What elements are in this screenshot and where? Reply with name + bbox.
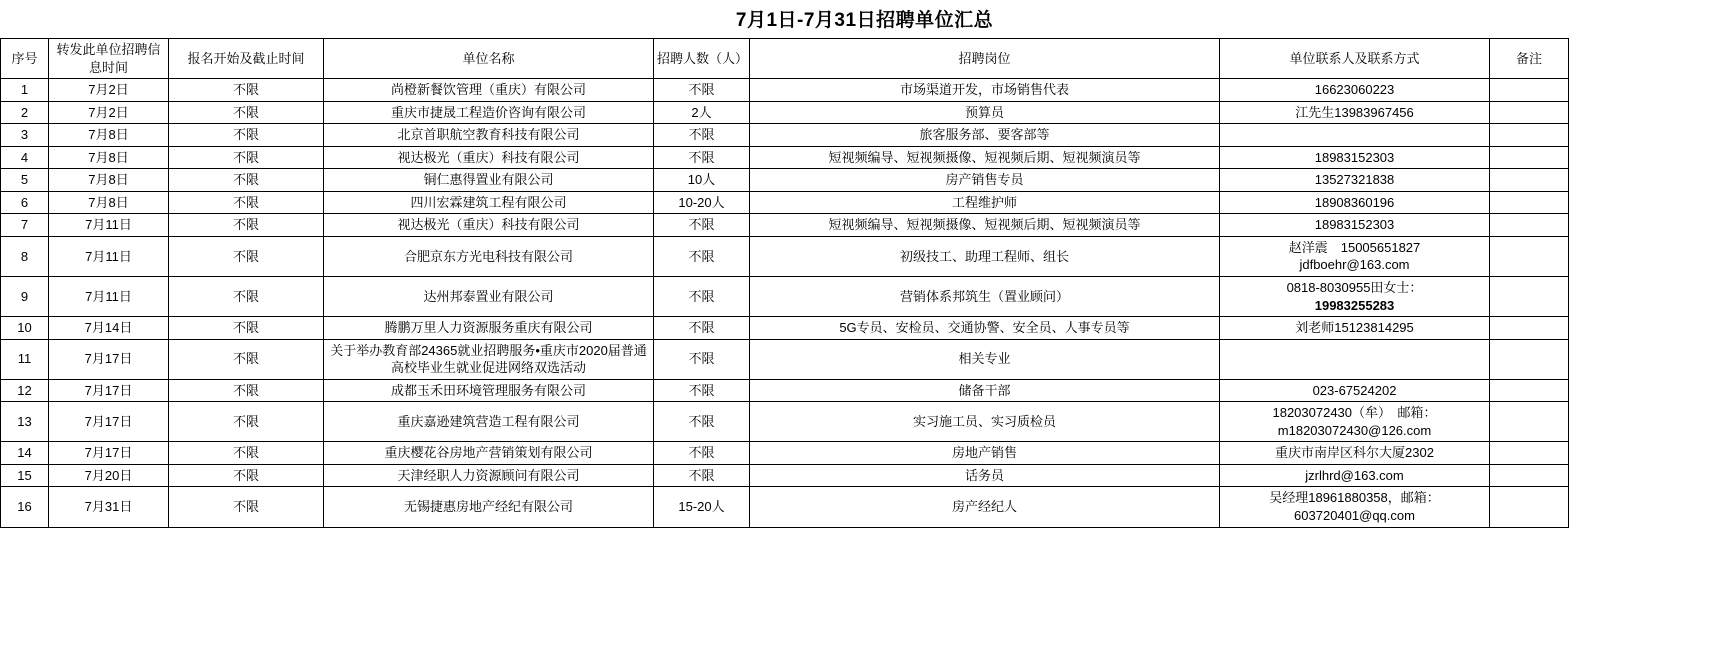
table-row <box>1 402 1569 442</box>
cell-forward-date: 7月11日 <box>49 236 169 276</box>
cell-headcount: 不限 <box>654 402 750 442</box>
cell-headcount: 不限 <box>654 214 750 237</box>
cell-company: 重庆嘉逊建筑营造工程有限公司 <box>324 402 654 442</box>
table-header <box>1 39 1569 79</box>
cell-headcount: 不限 <box>654 79 750 102</box>
cell-no: 4 <box>1 146 49 169</box>
table-row <box>1 442 1569 465</box>
cell-remark <box>1490 236 1569 276</box>
column-header-remark: 备注 <box>1490 39 1569 79</box>
cell-signup-period: 不限 <box>169 214 324 237</box>
cell-forward-date: 7月2日 <box>49 79 169 102</box>
cell-remark <box>1490 442 1569 465</box>
table-row <box>1 169 1569 192</box>
cell-remark <box>1490 277 1569 317</box>
cell-contact: 023-67524202 <box>1220 379 1490 402</box>
table-row <box>1 124 1569 147</box>
cell-headcount: 不限 <box>654 317 750 340</box>
cell-signup-period: 不限 <box>169 236 324 276</box>
cell-remark <box>1490 79 1569 102</box>
cell-positions: 相关专业 <box>750 339 1220 379</box>
cell-headcount: 不限 <box>654 442 750 465</box>
cell-forward-date: 7月20日 <box>49 464 169 487</box>
cell-contact: 刘老师15123814295 <box>1220 317 1490 340</box>
cell-forward-date: 7月8日 <box>49 124 169 147</box>
cell-company: 合肥京东方光电科技有限公司 <box>324 236 654 276</box>
table-row <box>1 236 1569 276</box>
cell-signup-period: 不限 <box>169 191 324 214</box>
cell-remark <box>1490 214 1569 237</box>
cell-no: 11 <box>1 339 49 379</box>
cell-forward-date: 7月17日 <box>49 402 169 442</box>
cell-forward-date: 7月17日 <box>49 442 169 465</box>
cell-forward-date: 7月11日 <box>49 214 169 237</box>
cell-signup-period: 不限 <box>169 277 324 317</box>
cell-no: 6 <box>1 191 49 214</box>
cell-company: 重庆市捷晟工程造价咨询有限公司 <box>324 101 654 124</box>
cell-no: 16 <box>1 487 49 527</box>
cell-company: 尚橙新餐饮管理（重庆）有限公司 <box>324 79 654 102</box>
cell-no: 10 <box>1 317 49 340</box>
cell-headcount: 15-20人 <box>654 487 750 527</box>
cell-headcount: 10-20人 <box>654 191 750 214</box>
cell-headcount: 不限 <box>654 339 750 379</box>
cell-signup-period: 不限 <box>169 402 324 442</box>
cell-positions: 房地产销售 <box>750 442 1220 465</box>
cell-headcount: 10人 <box>654 169 750 192</box>
page-title: 7月1日-7月31日招聘单位汇总 <box>735 10 994 31</box>
cell-company: 重庆樱花谷房地产营销策划有限公司 <box>324 442 654 465</box>
table-row <box>1 79 1569 102</box>
cell-forward-date: 7月17日 <box>49 379 169 402</box>
cell-no: 2 <box>1 101 49 124</box>
cell-company: 视达极光（重庆）科技有限公司 <box>324 214 654 237</box>
cell-headcount: 不限 <box>654 236 750 276</box>
cell-remark <box>1490 379 1569 402</box>
cell-remark <box>1490 169 1569 192</box>
column-header-no: 序号 <box>1 39 49 79</box>
cell-company: 腾鹏万里人力资源服务重庆有限公司 <box>324 317 654 340</box>
cell-headcount: 2人 <box>654 101 750 124</box>
cell-no: 9 <box>1 277 49 317</box>
cell-contact: 18908360196 <box>1220 191 1490 214</box>
cell-forward-date: 7月8日 <box>49 146 169 169</box>
cell-remark <box>1490 191 1569 214</box>
cell-no: 13 <box>1 402 49 442</box>
cell-positions: 预算员 <box>750 101 1220 124</box>
cell-company: 达州邦泰置业有限公司 <box>324 277 654 317</box>
cell-contact: 16623060223 <box>1220 79 1490 102</box>
cell-contact: jzrlhrd@163.com <box>1220 464 1490 487</box>
cell-signup-period: 不限 <box>169 464 324 487</box>
cell-no: 12 <box>1 379 49 402</box>
cell-no: 3 <box>1 124 49 147</box>
cell-headcount: 不限 <box>654 379 750 402</box>
cell-signup-period: 不限 <box>169 101 324 124</box>
cell-company: 天津经职人力资源顾问有限公司 <box>324 464 654 487</box>
cell-signup-period: 不限 <box>169 146 324 169</box>
cell-forward-date: 7月14日 <box>49 317 169 340</box>
cell-signup-period: 不限 <box>169 317 324 340</box>
cell-contact: 吴经理18961880358，邮箱： 603720401@qq.com <box>1220 487 1490 527</box>
cell-no: 8 <box>1 236 49 276</box>
cell-contact: 18983152303 <box>1220 214 1490 237</box>
cell-contact: 18983152303 <box>1220 146 1490 169</box>
cell-positions: 话务员 <box>750 464 1220 487</box>
cell-positions: 短视频编导、短视频摄像、短视频后期、短视频演员等 <box>750 146 1220 169</box>
cell-positions: 房产销售专员 <box>750 169 1220 192</box>
cell-company: 铜仁惠得置业有限公司 <box>324 169 654 192</box>
cell-contact: 18203072430（牟） 邮箱： m18203072430@126.com <box>1220 402 1490 442</box>
table-row <box>1 379 1569 402</box>
table-row <box>1 146 1569 169</box>
table-row <box>1 487 1569 527</box>
cell-positions: 房产经纪人 <box>750 487 1220 527</box>
cell-contact: 0818-8030955田女士： 19983255283 <box>1220 277 1490 317</box>
cell-signup-period: 不限 <box>169 79 324 102</box>
cell-no: 15 <box>1 464 49 487</box>
cell-company: 关于举办教育部24365就业招聘服务•重庆市2020届普通高校毕业生就业促进网络双选活动 <box>324 339 654 379</box>
table-header-row <box>1 39 1569 79</box>
cell-company: 北京首职航空教育科技有限公司 <box>324 124 654 147</box>
table-row <box>1 191 1569 214</box>
cell-headcount: 不限 <box>654 146 750 169</box>
column-header-company: 单位名称 <box>324 39 654 79</box>
cell-contact: 13527321838 <box>1220 169 1490 192</box>
cell-headcount: 不限 <box>654 124 750 147</box>
cell-positions: 初级技工、助理工程师、组长 <box>750 236 1220 276</box>
column-header-headcount: 招聘人数（人） <box>654 39 750 79</box>
cell-positions: 旅客服务部、要客部等 <box>750 124 1220 147</box>
table-row <box>1 214 1569 237</box>
cell-positions: 工程维护师 <box>750 191 1220 214</box>
cell-forward-date: 7月11日 <box>49 277 169 317</box>
table-row <box>1 317 1569 340</box>
cell-no: 1 <box>1 79 49 102</box>
recruitment-summary-table <box>0 38 1569 528</box>
cell-forward-date: 7月2日 <box>49 101 169 124</box>
column-header-contact: 单位联系人及联系方式 <box>1220 39 1490 79</box>
cell-remark <box>1490 464 1569 487</box>
column-header-signup-period: 报名开始及截止时间 <box>169 39 324 79</box>
cell-remark <box>1490 339 1569 379</box>
cell-positions: 储备干部 <box>750 379 1220 402</box>
cell-company: 成都玉禾田环境管理服务有限公司 <box>324 379 654 402</box>
table-row <box>1 339 1569 379</box>
cell-contact: 江先生13983967456 <box>1220 101 1490 124</box>
cell-no: 7 <box>1 214 49 237</box>
cell-headcount: 不限 <box>654 277 750 317</box>
cell-signup-period: 不限 <box>169 169 324 192</box>
cell-forward-date: 7月31日 <box>49 487 169 527</box>
table-row <box>1 464 1569 487</box>
cell-remark <box>1490 317 1569 340</box>
cell-forward-date: 7月8日 <box>49 191 169 214</box>
cell-no: 14 <box>1 442 49 465</box>
cell-remark <box>1490 402 1569 442</box>
cell-forward-date: 7月17日 <box>49 339 169 379</box>
cell-positions: 5G专员、安检员、交通协警、安全员、人事专员等 <box>750 317 1220 340</box>
cell-company: 视达极光（重庆）科技有限公司 <box>324 146 654 169</box>
table-body <box>1 79 1569 527</box>
cell-positions: 市场渠道开发，市场销售代表 <box>750 79 1220 102</box>
cell-contact: 赵洋震 15005651827 jdfboehr@163.com <box>1220 236 1490 276</box>
cell-remark <box>1490 101 1569 124</box>
column-header-forward-date: 转发此单位招聘信息时间 <box>49 39 169 79</box>
cell-no: 5 <box>1 169 49 192</box>
cell-company: 四川宏霖建筑工程有限公司 <box>324 191 654 214</box>
cell-remark <box>1490 146 1569 169</box>
cell-contact <box>1220 124 1490 147</box>
cell-forward-date: 7月8日 <box>49 169 169 192</box>
cell-signup-period: 不限 <box>169 487 324 527</box>
table-row <box>1 101 1569 124</box>
cell-positions: 实习施工员、实习质检员 <box>750 402 1220 442</box>
column-header-positions: 招聘岗位 <box>750 39 1220 79</box>
cell-contact: 重庆市南岸区科尔大厦2302 <box>1220 442 1490 465</box>
cell-positions: 短视频编导、短视频摄像、短视频后期、短视频演员等 <box>750 214 1220 237</box>
cell-company: 无锡捷惠房地产经纪有限公司 <box>324 487 654 527</box>
cell-remark <box>1490 487 1569 527</box>
cell-signup-period: 不限 <box>169 442 324 465</box>
cell-headcount: 不限 <box>654 464 750 487</box>
cell-positions: 营销体系邦筑生（置业顾问） <box>750 277 1220 317</box>
cell-contact <box>1220 339 1490 379</box>
cell-signup-period: 不限 <box>169 124 324 147</box>
cell-signup-period: 不限 <box>169 339 324 379</box>
cell-remark <box>1490 124 1569 147</box>
table-row <box>1 277 1569 317</box>
cell-signup-period: 不限 <box>169 379 324 402</box>
